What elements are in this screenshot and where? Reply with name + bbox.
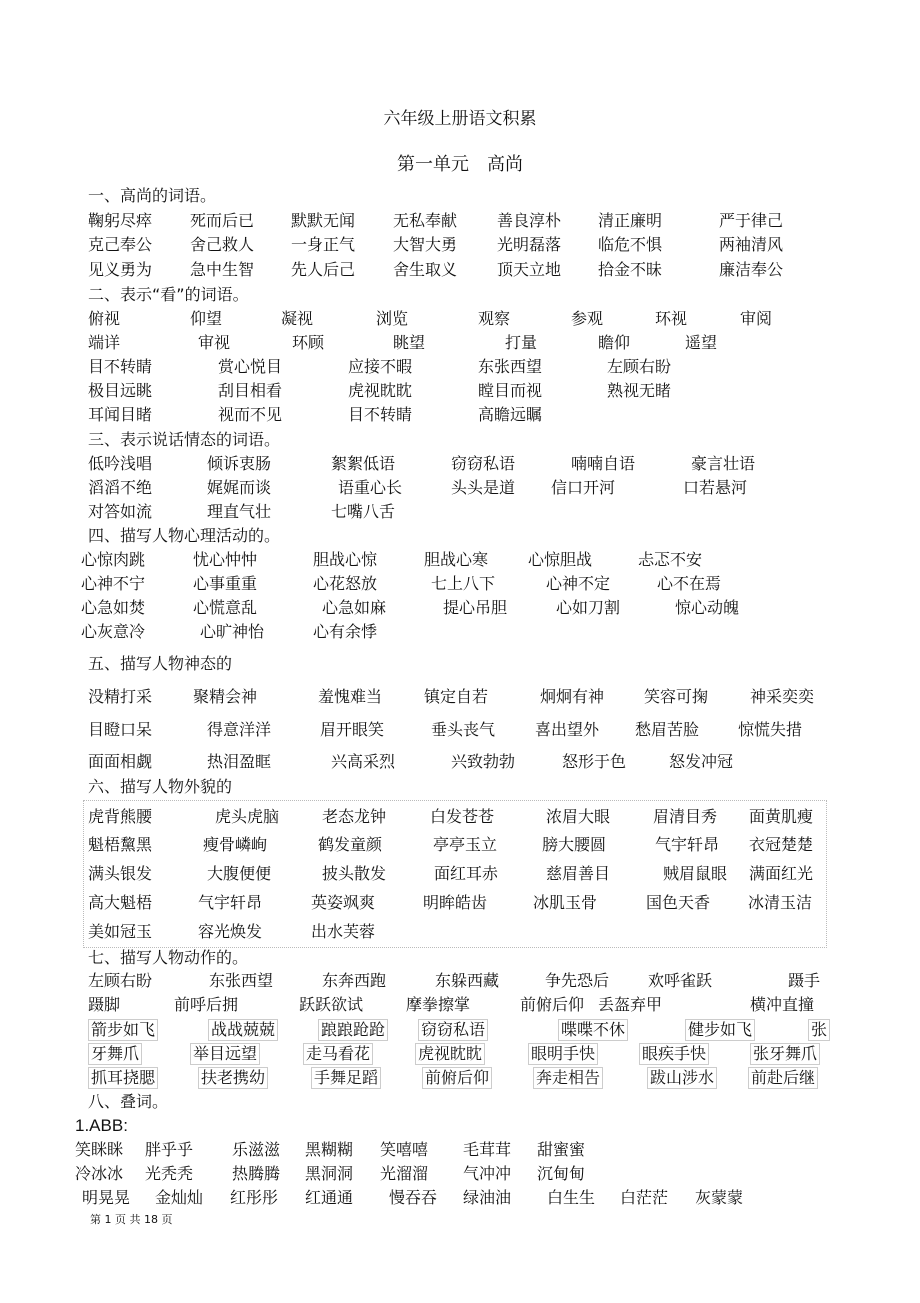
vocabulary-word: 白茫茫 [620,1188,669,1207]
vocabulary-word: 黑洞洞 [305,1164,354,1183]
vocabulary-word: 视而不见 [218,405,283,424]
vocabulary-word: 慈眉善目 [546,864,611,883]
section-heading: 二、表示“看”的词语。 [88,285,249,304]
vocabulary-word: 浏览 [376,309,409,328]
vocabulary-word: 气宇轩昂 [198,893,263,912]
vocabulary-word: 眺望 [393,333,426,352]
vocabulary-word: 惊心动魄 [675,598,740,617]
vocabulary-word: 东张西望 [209,971,274,990]
vocabulary-word: 热腾腾 [232,1164,281,1183]
vocabulary-word: 死而后已 [190,211,255,230]
vocabulary-word: 热泪盈眶 [207,752,272,771]
vocabulary-word: 鹤发童颜 [318,835,383,854]
vocabulary-word: 心急如麻 [322,598,387,617]
vocabulary-word: 参观 [571,309,604,328]
vocabulary-word: 心灰意冷 [81,622,146,641]
vocabulary-word: 前赴后继 [748,1067,818,1089]
vocabulary-word: 心神不定 [546,574,611,593]
vocabulary-word: 环顾 [292,333,325,352]
vocabulary-word: 前俯后仰 [422,1067,492,1089]
vocabulary-word: 理直气壮 [207,502,272,521]
vocabulary-word: 兴致勃勃 [451,752,516,771]
vocabulary-word: 口若悬河 [683,478,748,497]
vocabulary-word: 白发苍苍 [430,807,495,826]
vocabulary-word: 笑嘻嘻 [380,1140,429,1159]
vocabulary-word: 喋喋不休 [558,1019,628,1041]
vocabulary-word: 神采奕奕 [750,687,815,706]
vocabulary-word: 娓娓而谈 [207,478,272,497]
vocabulary-word: 高大魁梧 [88,893,153,912]
vocabulary-word: 冰肌玉骨 [533,893,598,912]
vocabulary-word: 善良淳朴 [497,211,562,230]
document-title: 六年级上册语文积累 [383,109,537,129]
vocabulary-word: 欢呼雀跃 [648,971,713,990]
vocabulary-word: 七上八下 [431,574,496,593]
vocabulary-word: 滔滔不绝 [88,478,153,497]
vocabulary-word: 虎背熊腰 [88,807,153,826]
vocabulary-word: 笑容可掬 [644,687,709,706]
vocabulary-word: 聚精会神 [193,687,258,706]
vocabulary-word: 手舞足蹈 [311,1067,381,1089]
vocabulary-word: 亭亭玉立 [433,835,498,854]
vocabulary-word: 无私奉献 [393,211,458,230]
vocabulary-word: 出水芙蓉 [311,922,376,941]
vocabulary-word: 鞠躬尽瘁 [88,211,153,230]
vocabulary-word: 绿油油 [463,1188,512,1207]
vocabulary-word: 一身正气 [291,235,356,254]
vocabulary-word: 心花怒放 [313,574,378,593]
vocabulary-word: 左顾右盼 [607,357,672,376]
vocabulary-word: 没精打采 [88,687,153,706]
vocabulary-word: 打量 [505,333,538,352]
vocabulary-word: 头头是道 [451,478,516,497]
vocabulary-word: 明晃晃 [82,1188,131,1207]
vocabulary-word: 健步如飞 [685,1019,755,1041]
vocabulary-word: 跃跃欲试 [299,995,364,1014]
vocabulary-word: 乐滋滋 [232,1140,281,1159]
vocabulary-word: 明眸皓齿 [423,893,488,912]
vocabulary-word: 光明磊落 [497,235,562,254]
vocabulary-word: 清正廉明 [598,211,663,230]
vocabulary-word: 国色天香 [646,893,711,912]
vocabulary-word: 白生生 [547,1188,596,1207]
vocabulary-word: 应接不暇 [348,357,413,376]
vocabulary-word: 蹑手 [788,971,821,990]
vocabulary-word: 东奔西跑 [322,971,387,990]
section-heading: 八、叠词。 [88,1092,169,1111]
vocabulary-word: 左顾右盼 [88,971,153,990]
vocabulary-word: 遥望 [685,333,718,352]
vocabulary-word: 极目远眺 [88,381,153,400]
vocabulary-word: 虎视眈眈 [415,1043,485,1065]
vocabulary-word: 胆战心惊 [313,550,378,569]
vocabulary-word: 絮絮低语 [331,454,396,473]
vocabulary-word: 愁眉苦脸 [635,720,700,739]
vocabulary-word: 瘦骨嶙峋 [203,835,268,854]
vocabulary-word: 奔走相告 [533,1067,603,1089]
vocabulary-word: 忧心忡忡 [193,550,258,569]
vocabulary-word: 语重心长 [338,478,403,497]
page-footer: 第 1 页 共 18 页 [90,1213,173,1226]
vocabulary-word: 端详 [88,333,121,352]
vocabulary-word: 心惊肉跳 [81,550,146,569]
vocabulary-word: 箭步如飞 [88,1019,158,1041]
vocabulary-word: 低吟浅唱 [88,454,153,473]
vocabulary-word: 瞻仰 [598,333,631,352]
vocabulary-word: 对答如流 [88,502,153,521]
vocabulary-word: 得意洋洋 [207,720,272,739]
vocabulary-word: 怒形于色 [562,752,627,771]
vocabulary-word: 仰望 [190,309,223,328]
vocabulary-word: 牙舞爪 [88,1043,142,1065]
vocabulary-word: 心如刀割 [556,598,621,617]
vocabulary-word: 容光焕发 [198,922,263,941]
section-heading: 一、高尚的词语。 [88,186,217,205]
vocabulary-word: 心事重重 [193,574,258,593]
vocabulary-word: 满面红光 [749,864,814,883]
vocabulary-word: 气宇轩昂 [655,835,720,854]
vocabulary-word: 心惊胆战 [528,550,593,569]
vocabulary-word: 红彤彤 [230,1188,279,1207]
vocabulary-word: 笑眯眯 [75,1140,124,1159]
section-heading: 三、表示说话情态的词语。 [88,430,281,449]
vocabulary-word: 魁梧黧黑 [88,835,153,854]
vocabulary-word: 金灿灿 [155,1188,204,1207]
vocabulary-word: 豪言壮语 [691,454,756,473]
vocabulary-word: 灰蒙蒙 [695,1188,744,1207]
vocabulary-word: 面黄肌瘦 [749,807,814,826]
vocabulary-word: 观察 [478,309,511,328]
vocabulary-word: 垂头丧气 [431,720,496,739]
section-heading: 五、描写人物神态的 [88,654,233,673]
vocabulary-word: 廉洁奉公 [719,260,784,279]
vocabulary-word: 丢盔弃甲 [598,995,663,1014]
vocabulary-word: 衣冠楚楚 [749,835,814,854]
vocabulary-word: 凝视 [281,309,314,328]
vocabulary-word: 气冲冲 [463,1164,512,1183]
vocabulary-word: 提心吊胆 [443,598,508,617]
vocabulary-word: 临危不惧 [598,235,663,254]
vocabulary-word: 刮目相看 [218,381,283,400]
vocabulary-word: 目不转睛 [348,405,413,424]
vocabulary-word: 审视 [198,333,231,352]
vocabulary-word: 信口开河 [551,478,616,497]
vocabulary-word: 贼眉鼠眼 [663,864,728,883]
vocabulary-word: 红通通 [305,1188,354,1207]
vocabulary-word: 心有余悸 [313,622,378,641]
vocabulary-word: 窃窃私语 [451,454,516,473]
vocabulary-word: 东躲西藏 [435,971,500,990]
vocabulary-word: 满头银发 [88,864,153,883]
vocabulary-word: 蹑脚 [88,995,121,1014]
vocabulary-word: 急中生智 [190,260,255,279]
vocabulary-word: 舍己救人 [190,235,255,254]
vocabulary-word: 兴高采烈 [331,752,396,771]
vocabulary-word: 审阅 [740,309,773,328]
vocabulary-word: 赏心悦目 [218,357,283,376]
unit-title: 第一单元 高尚 [397,154,523,175]
vocabulary-word: 环视 [655,309,688,328]
vocabulary-word: 镇定自若 [424,687,489,706]
vocabulary-word: 东张西望 [478,357,543,376]
vocabulary-word: 心慌意乱 [193,598,258,617]
vocabulary-word: 踉踉跄跄 [318,1019,388,1041]
vocabulary-word: 两袖清风 [719,235,784,254]
vocabulary-word: 老态龙钟 [322,807,387,826]
subsection-heading: 1.ABB: [75,1116,128,1135]
vocabulary-word: 瞠目而视 [478,381,543,400]
vocabulary-word: 目瞪口呆 [88,720,153,739]
vocabulary-word: 面面相觑 [88,752,153,771]
vocabulary-word: 心不在焉 [657,574,722,593]
vocabulary-word: 甜蜜蜜 [537,1140,586,1159]
vocabulary-word: 摩拳擦掌 [406,995,471,1014]
vocabulary-word: 心神不宁 [81,574,146,593]
vocabulary-word: 慢吞吞 [389,1188,438,1207]
vocabulary-word: 大智大勇 [393,235,458,254]
vocabulary-word: 默默无闻 [291,211,356,230]
vocabulary-word: 披头散发 [322,864,387,883]
vocabulary-word: 忐忑不安 [638,550,703,569]
vocabulary-word: 见义勇为 [88,260,153,279]
vocabulary-word: 大腹便便 [207,864,272,883]
vocabulary-word: 英姿飒爽 [311,893,376,912]
section-heading: 六、描写人物外貌的 [88,777,233,796]
vocabulary-word: 光溜溜 [380,1164,429,1183]
vocabulary-word: 克己奉公 [88,235,153,254]
vocabulary-word: 举目远望 [190,1043,260,1065]
vocabulary-word: 拾金不昧 [598,260,663,279]
vocabulary-word: 眼疾手快 [639,1043,709,1065]
vocabulary-word: 严于律己 [719,211,784,230]
vocabulary-word: 浓眉大眼 [546,807,611,826]
vocabulary-word: 虎视眈眈 [348,381,413,400]
vocabulary-word: 冰清玉洁 [748,893,813,912]
vocabulary-word: 跋山涉水 [647,1067,717,1089]
vocabulary-word: 俯视 [88,309,121,328]
vocabulary-word: 横冲直撞 [750,995,815,1014]
vocabulary-word: 羞愧难当 [318,687,383,706]
vocabulary-word: 美如冠玉 [88,922,153,941]
vocabulary-word: 虎头虎脑 [215,807,280,826]
vocabulary-word: 耳闻目睹 [88,405,153,424]
vocabulary-word: 怒发冲冠 [669,752,734,771]
vocabulary-word: 炯炯有神 [540,687,605,706]
vocabulary-word: 扶老携幼 [198,1067,268,1089]
vocabulary-word: 舍生取义 [393,260,458,279]
vocabulary-word: 熟视无睹 [607,381,672,400]
vocabulary-word: 前俯后仰 [520,995,585,1014]
vocabulary-word: 走马看花 [303,1043,373,1065]
vocabulary-word: 眼明手快 [528,1043,598,1065]
vocabulary-word: 眉开眼笑 [320,720,385,739]
vocabulary-word: 张牙舞爪 [750,1043,820,1065]
vocabulary-word: 战战兢兢 [208,1019,278,1041]
vocabulary-word: 目不转睛 [88,357,153,376]
vocabulary-word: 沉甸甸 [537,1164,586,1183]
vocabulary-word: 心旷神怡 [200,622,265,641]
vocabulary-word: 争先恐后 [545,971,610,990]
vocabulary-word: 喃喃自语 [571,454,636,473]
vocabulary-word: 窃窃私语 [418,1019,488,1041]
vocabulary-word: 毛茸茸 [463,1140,512,1159]
vocabulary-word: 膀大腰圆 [542,835,607,854]
vocabulary-word: 先人后己 [291,260,356,279]
vocabulary-word: 惊慌失措 [738,720,803,739]
vocabulary-word: 顶天立地 [497,260,562,279]
vocabulary-word: 张 [808,1019,830,1041]
vocabulary-word: 高瞻远瞩 [478,405,543,424]
section-heading: 四、描写人物心理活动的。 [88,526,281,545]
vocabulary-word: 面红耳赤 [434,864,499,883]
vocabulary-word: 胖乎乎 [145,1140,194,1159]
vocabulary-word: 前呼后拥 [174,995,239,1014]
vocabulary-word: 黑糊糊 [305,1140,354,1159]
vocabulary-word: 光秃秃 [145,1164,194,1183]
vocabulary-word: 抓耳挠腮 [88,1067,158,1089]
vocabulary-word: 倾诉衷肠 [207,454,272,473]
vocabulary-word: 心急如焚 [81,598,146,617]
vocabulary-word: 七嘴八舌 [331,502,396,521]
vocabulary-word: 眉清目秀 [653,807,718,826]
vocabulary-word: 冷冰冰 [75,1164,124,1183]
section-heading: 七、描写人物动作的。 [88,948,249,967]
vocabulary-word: 喜出望外 [535,720,600,739]
vocabulary-word: 胆战心寒 [424,550,489,569]
